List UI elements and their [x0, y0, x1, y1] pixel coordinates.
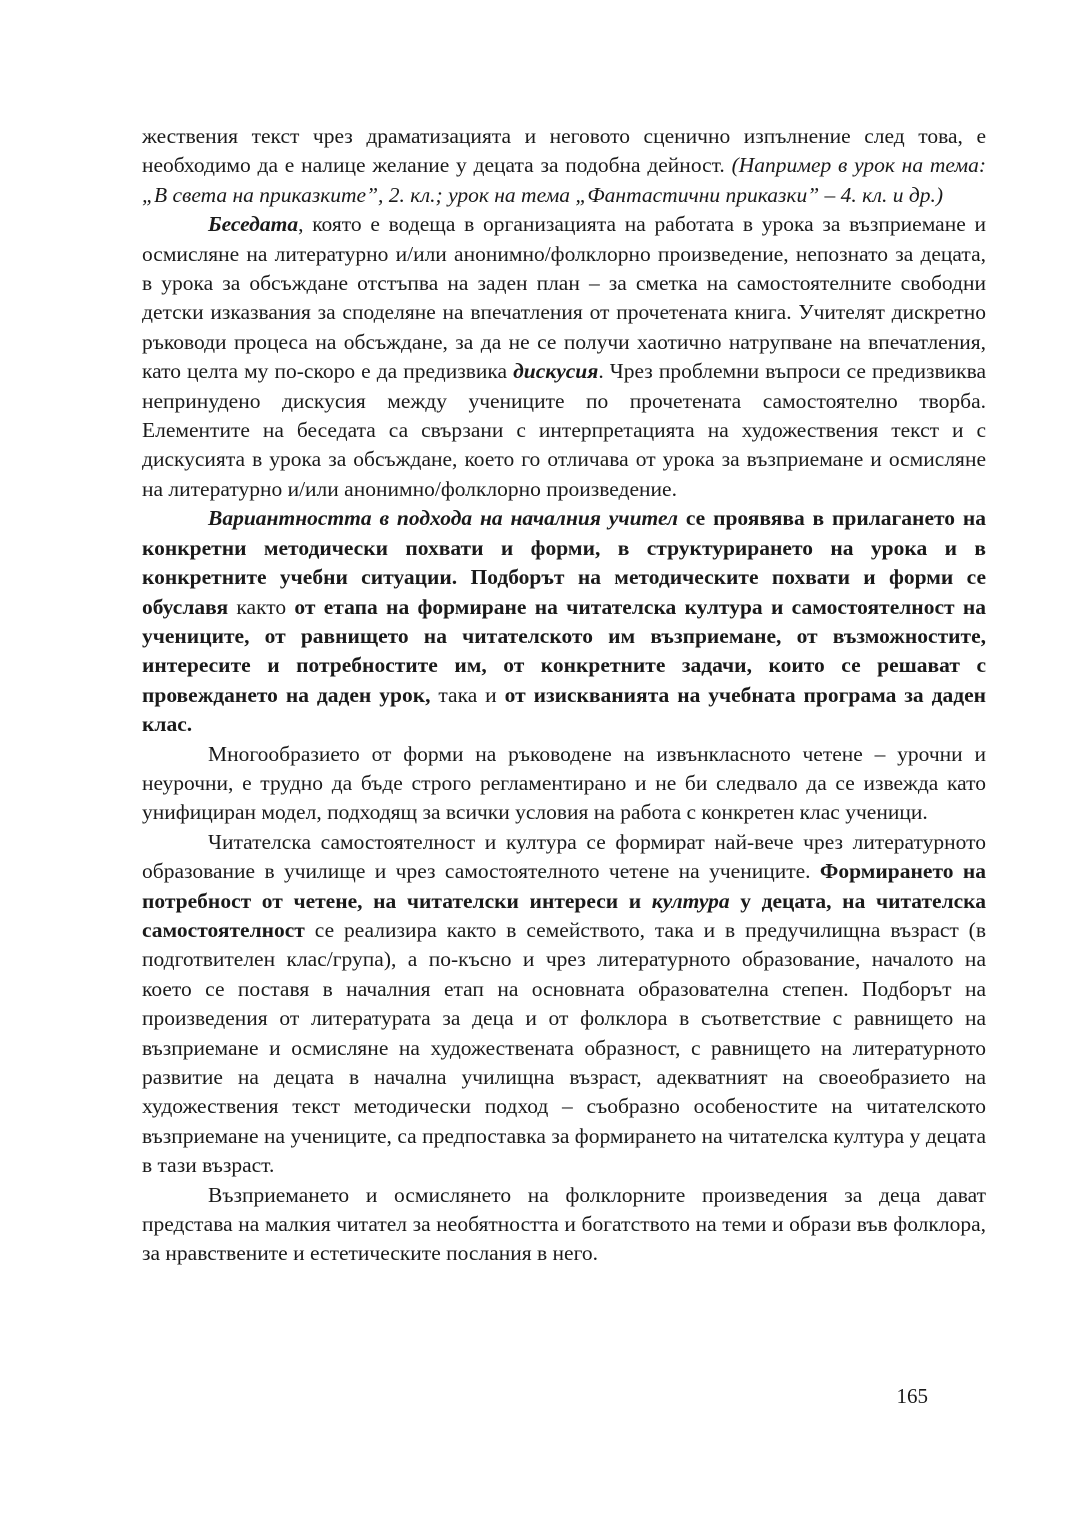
page-body — [142, 122, 986, 1269]
text-segment: дискусия — [513, 359, 599, 384]
paragraph-1 — [142, 122, 986, 210]
text-segment: се проявява в прилагането на конкретни методически похвати и форми, в структурирането на урока и в конкретните учебни ситуации. Подборът на методическите похвати и форми се обуславя — [142, 506, 986, 619]
paragraph-5 — [142, 828, 986, 1181]
text-segment: Вариантността в подхода на началния учител — [208, 506, 679, 531]
text-segment: Читателска самостоятелност и култура се формират най-вече чрез литературното образование в училище и чрез самостоятелното четене на учениците. — [142, 829, 986, 884]
text-segment: Формирането на потребност от четене, на читателски интереси и — [142, 859, 986, 913]
paragraph-3 — [142, 504, 986, 739]
paragraph-6 — [142, 1181, 986, 1269]
text-segment: се реализира както в семейството, така и в предучилищна възраст (в подготвителен клас/група), а по-късно и чрез литературното образование, началото на което се поставя в началния етап на основната образователна степен. Подборът на произведения от литературата за деца и от фолклора в съответствие с равнището на възприемане и осмисляне на художествената образност, с равнището на литературното развитие на децата в начална училищна възраст, адекватният на своеобразието на художествения текст методически подход – съобразно особеностите на читателското възприемане на учениците, са предпоставка за формирането на читателска култура у децата в тази възраст. — [142, 917, 986, 1178]
paragraph-2 — [142, 210, 986, 504]
text-segment: от изискванията на учебната програма за даден клас. — [142, 682, 986, 737]
text-segment: (Например в урок на тема: „В света на приказките”, 2. кл.; урок на тема „Фантастични приказки” – 4. кл. и др.) — [142, 153, 987, 207]
page-number: 165 — [896, 1384, 928, 1408]
text-segment: жествения текст чрез драматизацията и неговото сценично изпълнение след това, е необходимо да е налице желание у децата за подобна дейност. — [142, 124, 986, 178]
text-segment: както — [228, 594, 295, 619]
paragraph-4 — [142, 740, 986, 828]
text-segment: от етапа на формиране на читателска култура и самостоятелност на учениците, от равнището на читателското им възприемане, от възможностите, интересите и потребностите им, от конкретните задачи, които се решават с провеждането на даден урок, — [142, 594, 986, 707]
text-segment: Беседата — [208, 212, 299, 237]
text-segment: Многообразието от форми на ръководене на извънкласното четене – урочни и неурочни, е трудно да бъде строго регламентирано и не би следвало да се извежда като унифициран модел, подходящ за всички условия на работа с конкретен клас ученици. — [142, 741, 986, 825]
text-segment: така и — [430, 682, 505, 707]
text-segment: , която е водеща в организацията на работата в урока за възприемане и осмисляне на литературно и/или анонимно/фолклорно произведение, непознато за децата, в урока за обсъждане отстъпва на заден план – за сметка на самостоятелните свободни детски изказвания за споделяне на впечатления от прочетената книга. Учителят дискретно ръководи процеса на обсъждане, за да не се получи хаотично натрупване на впечатления, като целта му по-скоро е да предизвика — [142, 212, 986, 384]
text-segment: Възприемането и осмислянето на фолклорните произведения за деца дават представа на малкия читател за необятността и богатството на теми и образи във фолклора, за нравствените и естетическите послания в него. — [142, 1182, 986, 1266]
text-segment: култура — [651, 888, 730, 913]
text-segment: у децата, на читателска самостоятелност — [142, 888, 986, 942]
text-segment: . Чрез проблемни въпроси се предизвиква непринудено дискусия между учениците по прочетената самостоятелно творба. Елементите на беседата са свързани с интерпретацията на художествения текст и с дискусията в урока за обсъждане, което го отличава от урока за възприемане и осмисляне на литературно и/или анонимно/фолклорно произведение. — [142, 359, 986, 501]
